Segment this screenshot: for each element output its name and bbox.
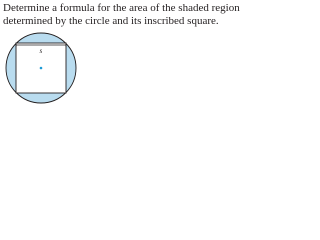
center-dot — [40, 67, 43, 70]
problem-line-2: determined by the circle and its inscribed square. — [3, 15, 219, 27]
circle-square-figure — [0, 0, 240, 107]
problem-line-1: Determine a formula for the area of the shaded region — [3, 2, 240, 14]
side-label-s: s — [39, 47, 43, 55]
